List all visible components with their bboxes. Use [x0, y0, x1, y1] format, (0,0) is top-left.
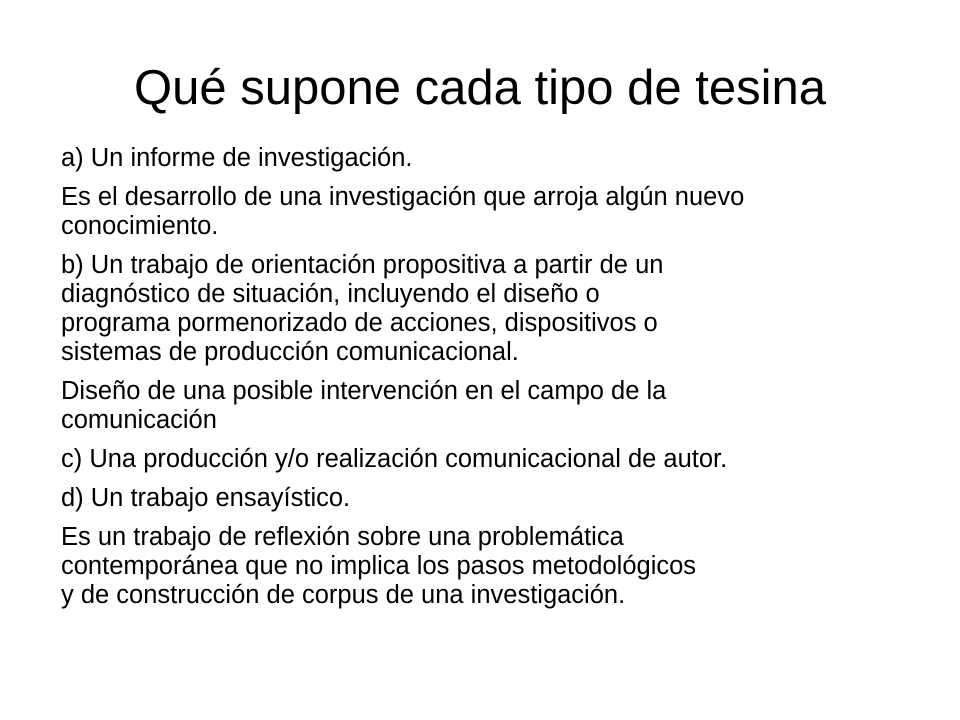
- paragraph-produccion-autor: [61, 445, 931, 474]
- paragraph-orientacion-propositiva: [61, 251, 931, 367]
- paragraph-ensayistico-descripcion: [61, 523, 931, 610]
- paragraph-orientacion-descripcion: [61, 377, 931, 435]
- paragraph-line: Es un trabajo de reflexión sobre una problemática: [61, 523, 624, 551]
- paragraph-line: Diseño de una posible intervención en el campo de la: [61, 377, 667, 405]
- paragraph-line: conocimiento.: [61, 212, 219, 240]
- paragraph-line: y de construcción de corpus de una investigación.: [61, 581, 626, 609]
- paragraph-line: c) Una producción y/o realización comunicacional de autor.: [61, 445, 728, 473]
- paragraph-informe-descripcion: [61, 183, 931, 241]
- paragraph-line: comunicación: [61, 406, 217, 434]
- slide-body: [61, 144, 931, 610]
- paragraph-line: diagnóstico de situación, incluyendo el diseño o: [61, 280, 600, 308]
- paragraph-line: b) Un trabajo de orientación propositiva a partir de un: [61, 251, 664, 279]
- paragraph-line: a) Un informe de investigación.: [61, 144, 413, 172]
- paragraph-line: Es el desarrollo de una investigación que arroja algún nuevo: [61, 183, 745, 211]
- paragraph-line: contemporánea que no implica los pasos metodológicos: [61, 552, 697, 580]
- paragraph-line: d) Un trabajo ensayístico.: [61, 484, 351, 512]
- paragraph-trabajo-ensayistico: [61, 484, 931, 513]
- paragraph-line: sistemas de producción comunicacional.: [61, 338, 519, 366]
- slide-title: Qué supone cada tipo de tesina: [134, 61, 826, 115]
- paragraph-informe-investigacion: [61, 144, 931, 173]
- paragraph-line: programa pormenorizado de acciones, dispositivos o: [61, 309, 658, 337]
